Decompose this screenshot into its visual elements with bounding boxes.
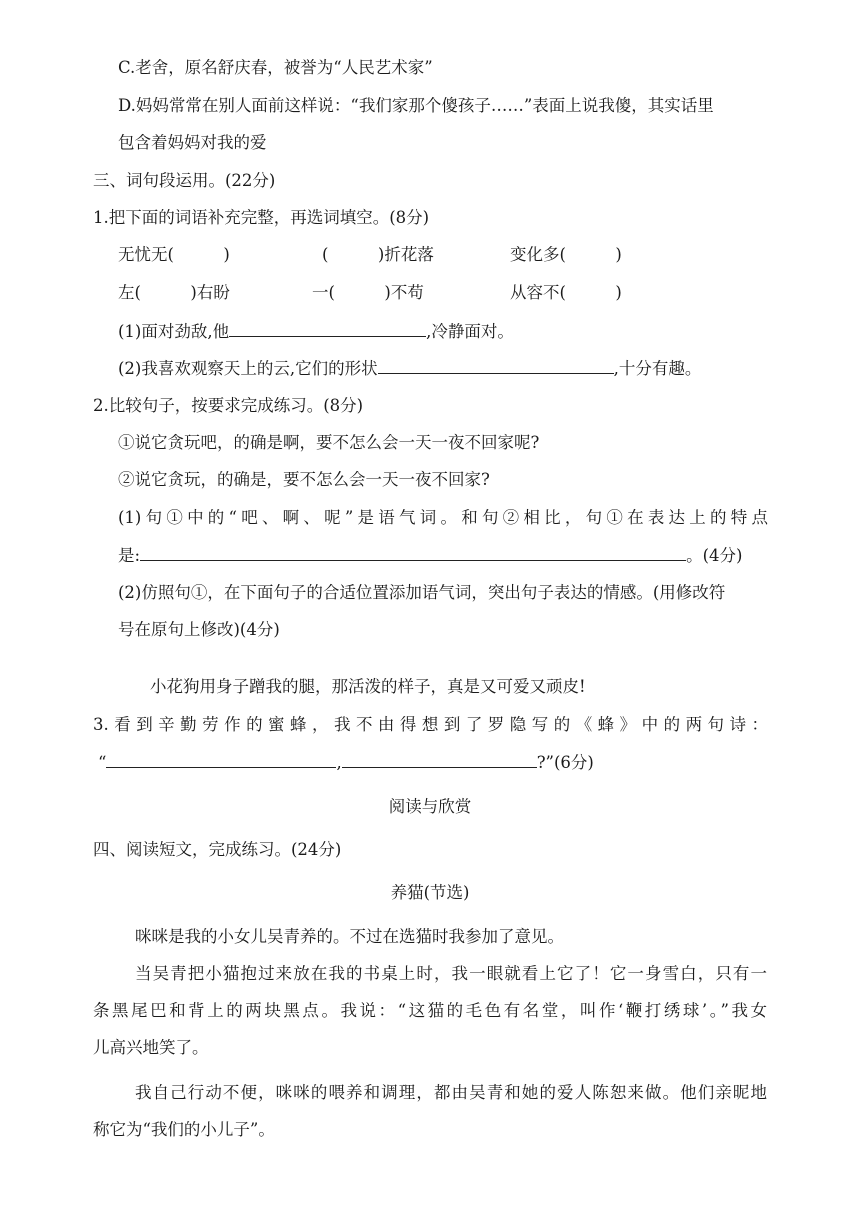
q3-tail: ?”(6分) [536, 753, 594, 772]
para2-line2: 条黑尾巴和背上的两块黑点。我说：“这猫的毛色有名堂，叫作‘鞭打绣球’。”我女 [93, 1001, 767, 1020]
q3-open-quote: “ [98, 753, 107, 772]
q1-sub1 [118, 320, 514, 343]
q1-sub1-blank[interactable] [229, 320, 426, 337]
q1-word-1: 无忧无( ) [118, 245, 230, 264]
q2-sentence1: ①说它贪玩吧，的确是啊，要不怎么会一天一夜不回家呢? [118, 433, 540, 452]
q2-sub1-text-after: 。(4分) [686, 546, 743, 565]
q2-sub1-line1: (1)句①中的“吧、啊、呢”是语气词。和句②相比，句①在表达上的特点 [118, 508, 768, 527]
q2-sub1-text-before: 是: [118, 546, 141, 565]
para3-line2: 称它为“我们的小儿子”。 [93, 1120, 275, 1139]
q3-blank-2[interactable] [342, 751, 537, 768]
q1-word-6: 从容不( ) [510, 283, 622, 302]
option-d-line2: 包含着妈妈对我的爱 [118, 133, 267, 152]
q2-sentence2: ②说它贪玩，的确是，要不怎么会一天一夜不回家? [118, 470, 490, 489]
q2-sub2-line2: 号在原句上修改)(4分) [118, 620, 280, 639]
q1-word-5: 一( )不苟 [312, 283, 424, 302]
q3-blank-1[interactable] [106, 751, 336, 768]
q1-sub2-blank[interactable] [378, 357, 614, 374]
para3-line1: 我自己行动不便，咪咪的喂养和调理，都由吴青和她的爱人陈恕来做。他们亲昵地 [135, 1083, 767, 1102]
q1-sub2-text-before: (2)我喜欢观察天上的云,它们的形状 [118, 359, 378, 378]
section3-heading: 三、词句段运用。(22分) [93, 171, 276, 190]
q2-sub1-line2 [118, 544, 742, 567]
q1-word-2: ( )折花落 [322, 245, 434, 264]
q1-word-4: 左( )右盼 [118, 283, 230, 302]
para2-line1: 当吴青把小猫抱过来放在我的书桌上时，我一眼就看上它了！它一身雪白，只有一 [135, 964, 767, 983]
q1-sub2 [118, 357, 701, 380]
para2-line3: 儿高兴地笑了。 [93, 1038, 209, 1057]
option-c: C.老舍，原名舒庆春，被誉为“人民艺术家” [118, 58, 433, 77]
q1-sub2-text-after: ,十分有趣。 [613, 359, 702, 378]
option-d-line1: D.妈妈常常在别人面前这样说：“我们家那个傻孩子……”表面上说我傻，其实话里 [118, 96, 714, 115]
q3-prompt: 3.看到辛勤劳作的蜜蜂，我不由得想到了罗隐写的《蜂》中的两句诗： [93, 715, 768, 734]
q3-comma: , [336, 753, 342, 772]
para1: 咪咪是我的小女儿吴青养的。不过在选猫时我参加了意见。 [135, 927, 564, 946]
reading-section-title: 阅读与欣赏 [388, 797, 472, 816]
q2-sub2-line1: (2)仿照句①，在下面句子的合适位置添加语气词，突出句子表达的情感。(用修改符 [118, 583, 726, 602]
article-title: 养猫(节选) [390, 883, 470, 902]
q2-sentence3: 小花狗用身子蹭我的腿，那活泼的样子，真是又可爱又顽皮! [150, 677, 586, 696]
q3-answer-line [98, 751, 594, 774]
q1-prompt: 1.把下面的词语补充完整，再选词填空。(8分) [93, 208, 430, 227]
q2-prompt: 2.比较句子，按要求完成练习。(8分) [93, 396, 364, 415]
q1-sub1-text-after: ,冷静面对。 [426, 322, 514, 341]
section4-heading: 四、阅读短文，完成练习。(24分) [93, 840, 342, 859]
q2-sub1-blank[interactable] [140, 544, 686, 561]
q1-word-3: 变化多( ) [510, 245, 622, 264]
q1-sub1-text-before: (1)面对劲敌,他 [118, 322, 230, 341]
